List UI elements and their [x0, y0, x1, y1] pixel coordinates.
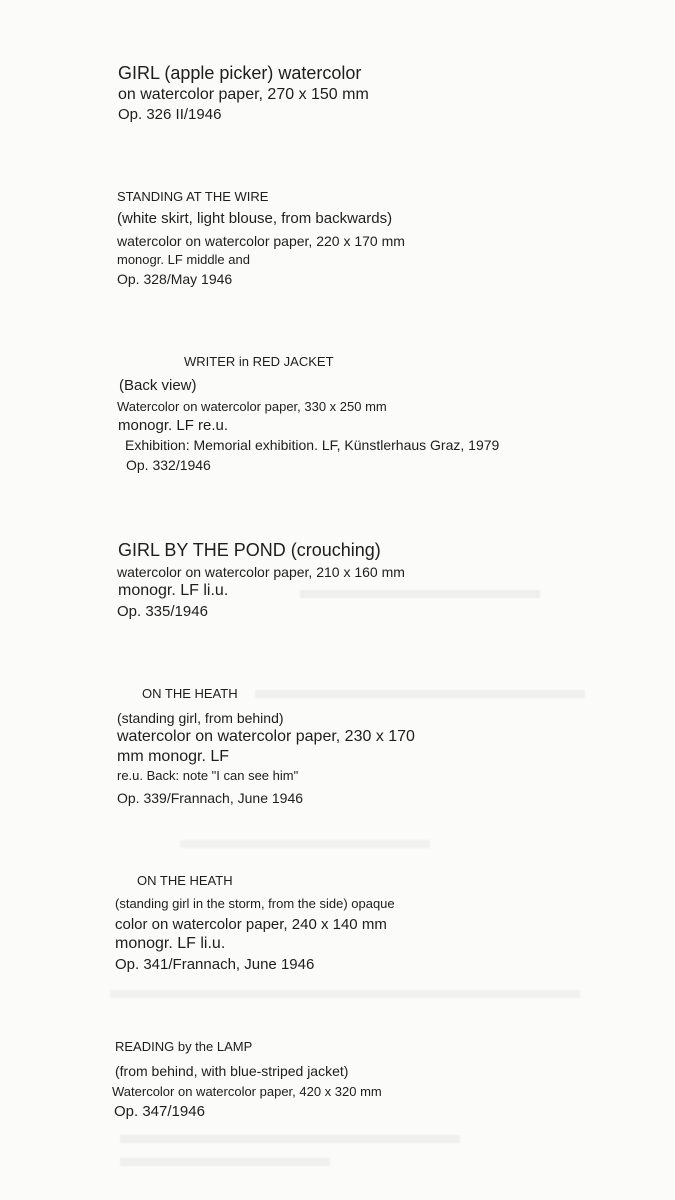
- entry-medium: watercolor on watercolor paper, 230 x 170: [117, 728, 415, 745]
- entry-description: (Back view): [119, 377, 197, 394]
- entry-description: (white skirt, light blouse, from backwards): [117, 210, 393, 227]
- show-through-mark: [120, 1158, 330, 1166]
- entry-opus: Op. 347/1946: [114, 1103, 205, 1120]
- entry-signature: re.u. Back: note "I can see him": [117, 768, 299, 783]
- entry-exhibition: Exhibition: Memorial exhibition. LF, Künstlerhaus Graz, 1979: [125, 437, 500, 453]
- entry-description: (from behind, with blue-striped jacket): [115, 1063, 349, 1079]
- show-through-mark: [120, 1135, 460, 1143]
- entry-title: GIRL (apple picker) watercolor: [118, 63, 362, 83]
- show-through-mark: [255, 690, 585, 698]
- entry-signature: monogr. LF li.u.: [115, 935, 226, 952]
- entry-medium: Watercolor on watercolor paper, 420 x 320 mm: [112, 1084, 382, 1099]
- entry-opus: Op. 339/Frannach, June 1946: [117, 790, 304, 806]
- entry-opus: Op. 326 II/1946: [118, 106, 222, 123]
- entry-title: ON THE HEATH: [142, 686, 238, 701]
- entry-description: (standing girl in the storm, from the side) opaque: [115, 896, 395, 911]
- entry-opus: Op. 328/May 1946: [117, 271, 233, 287]
- show-through-mark: [180, 840, 430, 848]
- entry-medium-cont: mm monogr. LF: [117, 748, 230, 765]
- entry-title: READING by the LAMP: [115, 1039, 253, 1054]
- entry-title: ON THE HEATH: [137, 873, 233, 888]
- entry-description: (standing girl, from behind): [117, 710, 284, 726]
- entry-signature: monogr. LF middle and: [117, 252, 250, 267]
- entry-title: STANDING AT THE WIRE: [117, 189, 269, 204]
- entry-medium: color on watercolor paper, 240 x 140 mm: [115, 916, 387, 933]
- entry-medium: on watercolor paper, 270 x 150 mm: [118, 86, 369, 103]
- entry-medium: watercolor on watercolor paper, 220 x 170 mm: [117, 233, 405, 249]
- entry-opus: Op. 335/1946: [117, 603, 208, 620]
- entry-opus: Op. 332/1946: [126, 457, 211, 473]
- entry-signature: monogr. LF li.u.: [118, 582, 229, 599]
- entry-medium: watercolor on watercolor paper, 210 x 160 mm: [117, 564, 405, 580]
- show-through-mark: [110, 990, 580, 998]
- show-through-mark: [300, 590, 540, 598]
- entry-opus: Op. 341/Frannach, June 1946: [115, 956, 315, 973]
- entry-signature: monogr. LF re.u.: [118, 417, 229, 434]
- entry-medium: Watercolor on watercolor paper, 330 x 250 mm: [117, 399, 387, 414]
- entry-title: GIRL BY THE POND (crouching): [118, 540, 381, 560]
- entry-title: WRITER in RED JACKET: [184, 354, 334, 369]
